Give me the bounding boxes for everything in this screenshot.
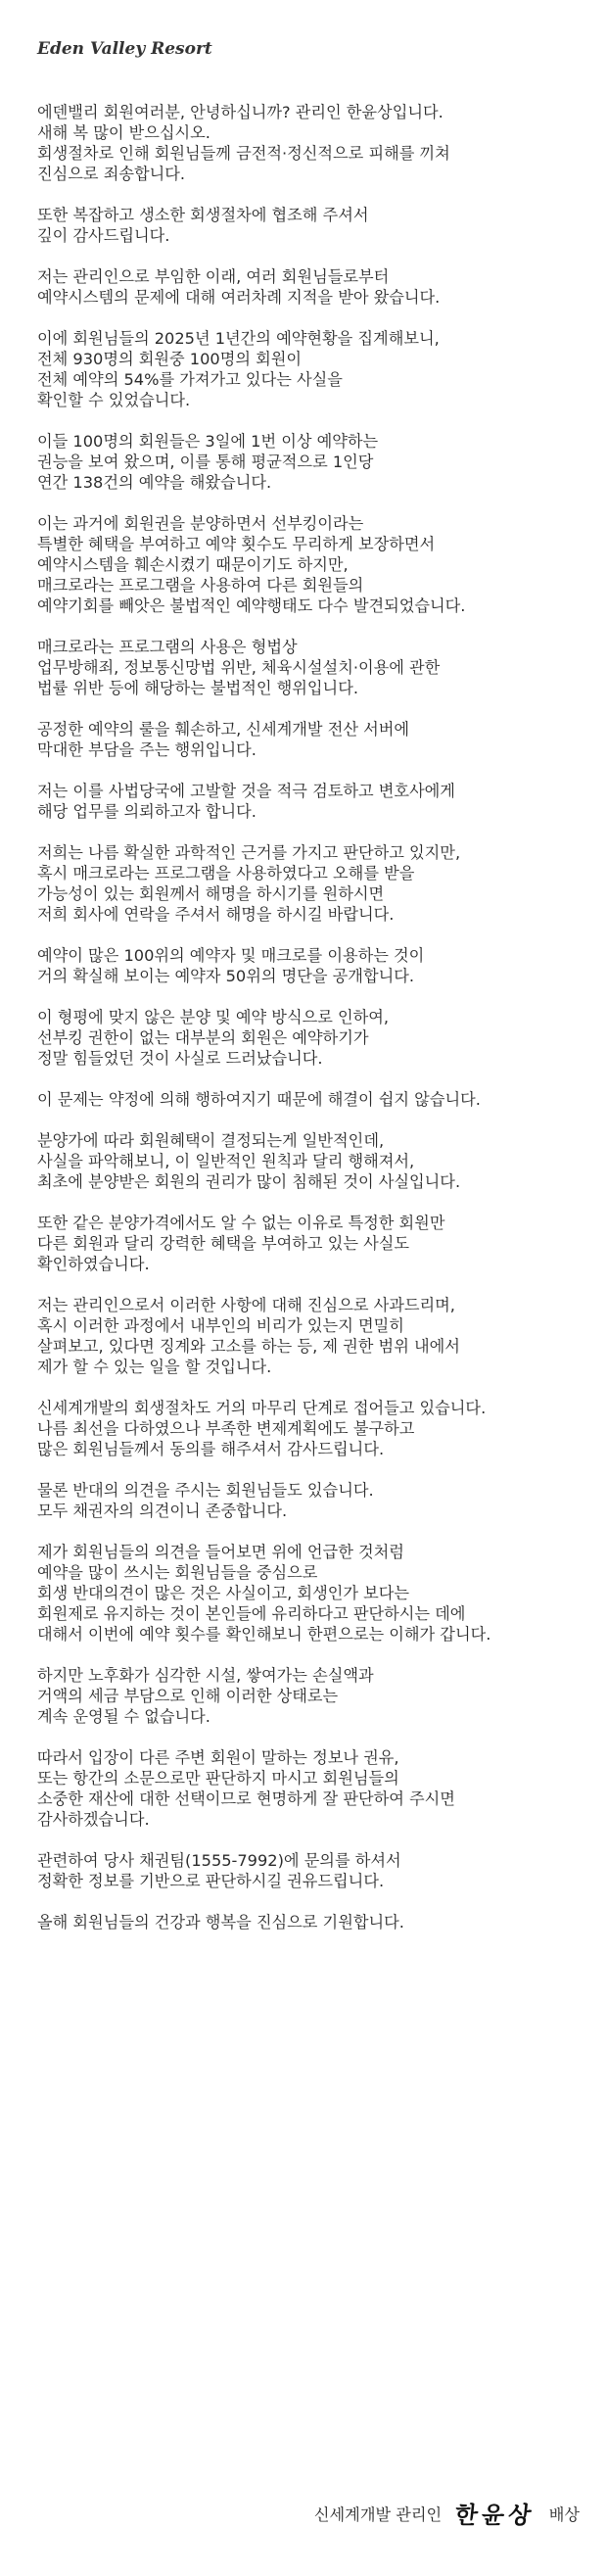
- letter-paragraph: [37, 266, 595, 308]
- paragraph-line: 올해 회원님들의 건강과 행복을 진심으로 기원합니다.: [37, 1913, 404, 1932]
- letter-paragraph: [37, 1089, 595, 1110]
- paragraph-line: 공정한 예약의 룰을 훼손하고, 신세계개발 전산 서버에: [37, 720, 410, 739]
- paragraph-line: 매크로라는 프로그램의 사용은 형법상: [37, 638, 298, 656]
- letter-paragraph: [37, 1130, 595, 1192]
- letter-paragraph: [37, 1850, 595, 1891]
- letter-paragraph: [37, 1398, 595, 1459]
- paragraph-line: 많은 회원님들께서 동의를 해주셔서 감사드립니다.: [37, 1440, 385, 1458]
- paragraph-line: 매크로라는 프로그램을 사용하여 다른 회원들의: [37, 576, 364, 595]
- signature-block: [314, 2496, 580, 2530]
- paragraph-line: 전체 930명의 회원중 100명의 회원이: [37, 350, 303, 368]
- paragraph-line: 관련하여 당사 채권팀(1555-7992)에 문의를 하셔서: [37, 1851, 401, 1870]
- paragraph-line: 감사하겠습니다.: [37, 1810, 150, 1829]
- paragraph-line: 새해 복 많이 받으십시오.: [37, 123, 210, 142]
- paragraph-line: 제가 회원님들의 의견을 들어보면 위에 언급한 것처럼: [37, 1543, 404, 1561]
- paragraph-line: 특별한 혜택을 부여하고 예약 횟수도 무리하게 보장하면서: [37, 535, 436, 553]
- letter-paragraph: [37, 1213, 595, 1274]
- paragraph-line: 저는 관리인으로 부임한 이래, 여러 회원님들로부터: [37, 267, 390, 286]
- paragraph-line: 가능성이 있는 회원께서 해명을 하시기를 원하시면: [37, 884, 385, 903]
- paragraph-line: 이들 100명의 회원들은 3일에 1번 이상 예약하는: [37, 432, 379, 451]
- letter-paragraph: [37, 719, 595, 760]
- paragraph-line: 이에 회원님들의 2025년 1년간의 예약현황을 집계해보니,: [37, 329, 440, 348]
- signature-title: 신세계개발 관리인: [313, 2504, 443, 2524]
- letter-paragraph: [37, 842, 595, 925]
- paragraph-line: 업무방해죄, 정보통신망법 위반, 체육시설설치·이용에 관한: [37, 658, 441, 677]
- letter-paragraph: [37, 1480, 595, 1521]
- paragraph-line: 살펴보고, 있다면 징계와 고소를 하는 등, 제 권한 범위 내에서: [37, 1337, 460, 1356]
- letter-paragraph: [37, 1295, 595, 1377]
- paragraph-line: 저는 이를 사법당국에 고발할 것을 적극 검토하고 변호사에게: [37, 782, 455, 800]
- paragraph-line: 소중한 재산에 대한 선택이므로 현명하게 잘 판단하여 주시면: [37, 1789, 455, 1808]
- letter-paragraph: [37, 205, 595, 246]
- letter-paragraph: [37, 431, 595, 493]
- paragraph-line: 해당 업무를 의뢰하고자 합니다.: [37, 802, 257, 821]
- paragraph-line: 하지만 노후화가 심각한 시설, 쌓여가는 손실액과: [37, 1666, 374, 1685]
- letter-paragraph: [37, 1912, 595, 1932]
- letter-paragraph: [37, 1542, 595, 1645]
- paragraph-line: 깊이 감사드립니다.: [37, 226, 170, 245]
- letter-paragraph: [37, 781, 595, 822]
- paragraph-line: 막대한 부담을 주는 행위입니다.: [37, 740, 257, 759]
- paragraph-line: 거의 확실해 보이는 예약자 50위의 명단을 공개합니다.: [37, 967, 414, 985]
- paragraph-line: 예약이 많은 100위의 예약자 및 매크로를 이용하는 것이: [37, 946, 425, 965]
- paragraph-line: 계속 운영될 수 없습니다.: [37, 1707, 210, 1726]
- paragraph-line: 혹시 매크로라는 프로그램을 사용하였다고 오해를 받을: [37, 864, 415, 883]
- letter-paragraph: [37, 1747, 595, 1830]
- paragraph-line: 권능을 보여 왔으며, 이를 통해 평균적으로 1인당: [37, 453, 374, 471]
- paragraph-line: 저희 회사에 연락을 주셔서 해명을 하시길 바랍니다.: [37, 905, 395, 924]
- paragraph-line: 대해서 이번에 예약 횟수를 확인해보니 한편으로는 이해가 갑니다.: [37, 1625, 491, 1644]
- paragraph-line: 제가 할 수 있는 일을 할 것입니다.: [37, 1358, 272, 1376]
- paragraph-line: 사실을 파악해보니, 이 일반적인 원칙과 달리 행해져서,: [37, 1152, 415, 1170]
- paragraph-line: 또는 항간의 소문으로만 판단하지 마시고 회원님들의: [37, 1769, 399, 1788]
- paragraph-line: 따라서 입장이 다른 주변 회원이 말하는 정보나 권유,: [37, 1748, 399, 1767]
- handwritten-signature: 한윤상: [453, 2501, 537, 2529]
- paragraph-line: 분양가에 따라 회원혜택이 결정되는게 일반적인데,: [37, 1131, 385, 1150]
- letter-paragraph: [37, 102, 595, 184]
- paragraph-line: 선부킹 권한이 없는 대부분의 회원은 예약하기가: [37, 1028, 369, 1047]
- letter-paragraph: [37, 945, 595, 986]
- paragraph-line: 모두 채권자의 의견이니 존중합니다.: [37, 1502, 288, 1520]
- paragraph-line: 전체 예약의 54%를 가져가고 있다는 사실을: [37, 370, 343, 389]
- paragraph-line: 예약시스템의 문제에 대해 여러차례 지적을 받아 왔습니다.: [37, 288, 441, 307]
- letter-paragraph: [37, 1007, 595, 1069]
- paragraph-line: 또한 같은 분양가격에서도 알 수 없는 이유로 특정한 회원만: [37, 1214, 445, 1232]
- paragraph-line: 회원제로 유지하는 것이 본인들에 유리하다고 판단하시는 데에: [37, 1604, 466, 1623]
- resort-brand-title: Eden Valley Resort: [37, 39, 212, 59]
- paragraph-line: 법률 위반 등에 해당하는 불법적인 행위입니다.: [37, 679, 358, 697]
- letter-paragraph: [37, 513, 595, 616]
- letter-paragraph: [37, 637, 595, 698]
- paragraph-line: 연간 138건의 예약을 해왔습니다.: [37, 473, 272, 492]
- letter-paragraph: [37, 1665, 595, 1727]
- paragraph-line: 정확한 정보를 기반으로 판단하시길 권유드립니다.: [37, 1872, 385, 1890]
- paragraph-line: 물론 반대의 의견을 주시는 회원님들도 있습니다.: [37, 1481, 374, 1500]
- paragraph-line: 혹시 이러한 과정에서 내부인의 비리가 있는지 면밀히: [37, 1316, 404, 1335]
- paragraph-line: 에덴밸리 회원여러분, 안녕하십니까? 관리인 한윤상입니다.: [37, 103, 444, 121]
- paragraph-line: 거액의 세금 부담으로 인해 이러한 상태로는: [37, 1687, 339, 1705]
- paragraph-line: 다른 회원과 달리 강력한 혜택을 부여하고 있는 사실도: [37, 1234, 410, 1253]
- letter-body: [37, 102, 595, 1953]
- paragraph-line: 예약을 많이 쓰시는 회원님들을 중심으로: [37, 1563, 318, 1582]
- paragraph-line: 이 형평에 맞지 않은 분양 및 예약 방식으로 인하여,: [37, 1008, 390, 1026]
- paragraph-line: 또한 복잡하고 생소한 회생절차에 협조해 주셔서: [37, 206, 369, 224]
- paragraph-line: 확인하였습니다.: [37, 1255, 150, 1273]
- paragraph-line: 이 문제는 약정에 의해 행하여지기 때문에 해결이 쉽지 않습니다.: [37, 1090, 481, 1109]
- paragraph-line: 확인할 수 있었습니다.: [37, 391, 191, 409]
- signature-closing: 배상: [548, 2504, 580, 2524]
- paragraph-line: 예약기회를 빼앗은 불법적인 예약행태도 다수 발견되었습니다.: [37, 596, 466, 615]
- paragraph-line: 회생절차로 인해 회원님들께 금전적·정신적으로 피해를 끼쳐: [37, 144, 450, 163]
- paragraph-line: 저는 관리인으로서 이러한 사항에 대해 진심으로 사과드리며,: [37, 1296, 455, 1314]
- paragraph-line: 최초에 분양받은 회원의 권리가 많이 침해된 것이 사실입니다.: [37, 1172, 461, 1191]
- paragraph-line: 이는 과거에 회원권을 분양하면서 선부킹이라는: [37, 514, 364, 533]
- paragraph-line: 저희는 나름 확실한 과학적인 근거를 가지고 판단하고 있지만,: [37, 843, 461, 862]
- paragraph-line: 진심으로 죄송합니다.: [37, 165, 186, 183]
- paragraph-line: 회생 반대의견이 많은 것은 사실이고, 회생인가 보다는: [37, 1584, 410, 1602]
- letter-paragraph: [37, 328, 595, 410]
- paragraph-line: 정말 힘들었던 것이 사실로 드러났습니다.: [37, 1049, 323, 1068]
- paragraph-line: 예약시스템을 훼손시켰기 때문이기도 하지만,: [37, 555, 349, 574]
- paragraph-line: 신세계개발의 회생절차도 거의 마무리 단계로 접어들고 있습니다.: [37, 1399, 487, 1417]
- paragraph-line: 나름 최선을 다하였으나 부족한 변제계획에도 불구하고: [37, 1419, 415, 1438]
